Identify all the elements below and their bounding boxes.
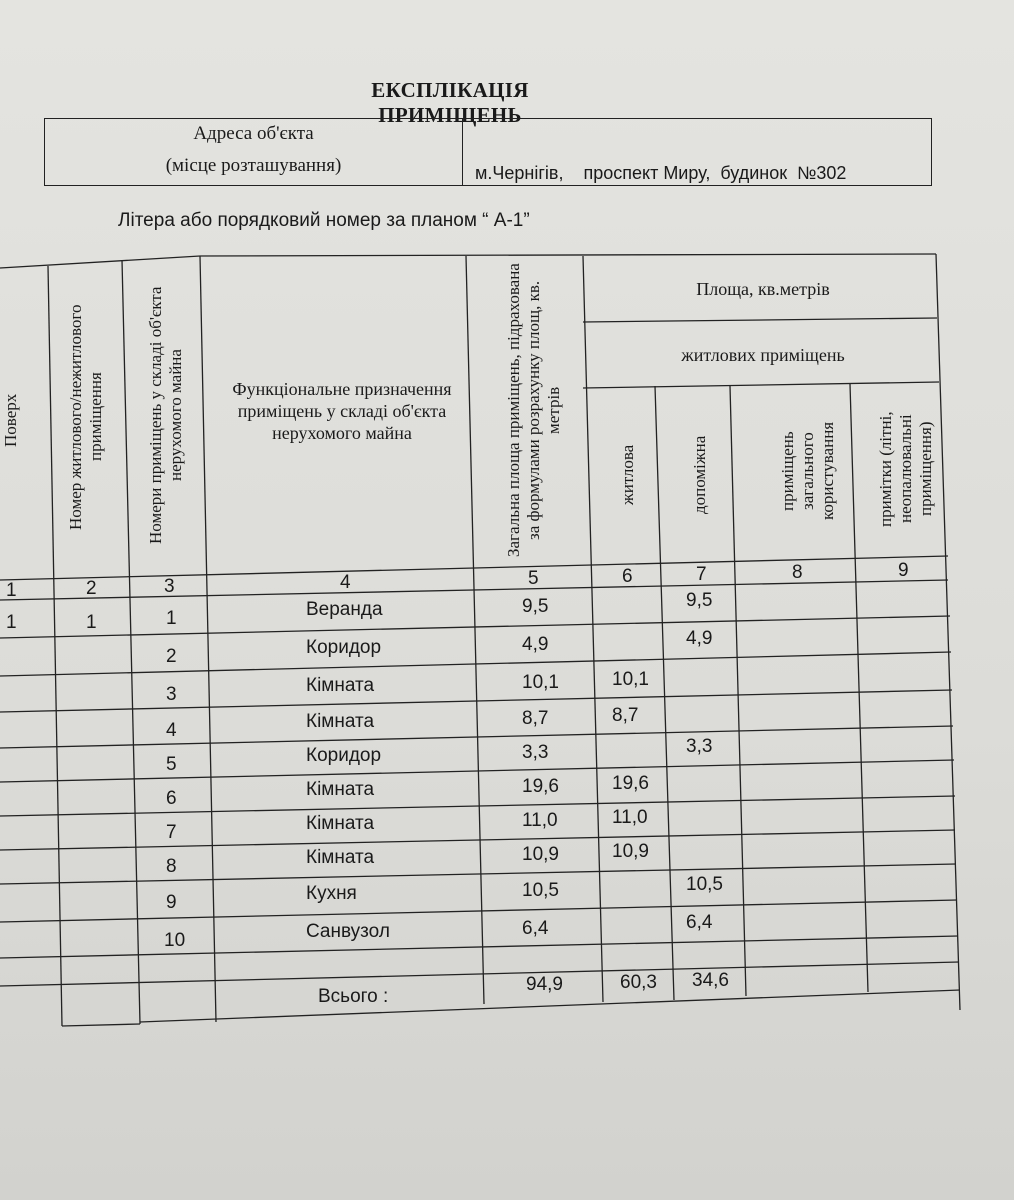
row-5-name: Коридор — [306, 745, 382, 766]
header-common-use: приміщень загального користування — [778, 421, 837, 521]
row-5-total: 3,3 — [522, 742, 549, 763]
row-7-living: 11,0 — [612, 807, 648, 828]
row-4-n: 4 — [166, 720, 177, 741]
col-number: 5 — [528, 568, 539, 589]
row-7-name: Кімната — [306, 813, 375, 834]
row-5-aux: 3,3 — [686, 736, 713, 757]
row-9-name: Кухня — [306, 883, 357, 904]
row-9-n: 9 — [166, 892, 177, 913]
row-10-total: 6,4 — [522, 918, 549, 939]
header-function: Функціональне призначення приміщень у складі об'єкта нерухомого майна — [232, 379, 452, 443]
row-8-name: Кімната — [306, 847, 375, 868]
row-6-total: 19,6 — [522, 776, 559, 797]
header-area-group: Площа, кв.метрів — [696, 279, 830, 299]
row-7-total: 11,0 — [522, 810, 558, 831]
row-6-n: 6 — [166, 788, 177, 809]
row-2-total: 4,9 — [522, 634, 549, 655]
address-value: м.Чернігів, проспект Миру, будинок №302 — [475, 163, 847, 183]
col-number: 8 — [792, 562, 803, 583]
unit-value: 1 — [86, 612, 97, 633]
row-3-n: 3 — [166, 684, 177, 705]
totals-living: 60,3 — [620, 972, 657, 993]
row-2-aux: 4,9 — [686, 628, 713, 649]
col-number: 6 — [622, 566, 633, 587]
document-title: ЕКСПЛІКАЦІЯ ПРИМІЩЕНЬ — [371, 78, 529, 127]
address-label-sub: (місце розташування) — [165, 155, 342, 176]
row-5-n: 5 — [166, 754, 177, 775]
row-3-living: 10,1 — [612, 669, 649, 690]
row-10-n: 10 — [164, 930, 186, 951]
row-10-aux: 6,4 — [686, 912, 713, 933]
col-number: 7 — [696, 564, 707, 585]
totals-label: Всього : — [318, 986, 389, 1007]
row-2-name: Коридор — [306, 637, 382, 658]
totals-total: 94,9 — [526, 974, 563, 995]
col-number: 1 — [6, 580, 17, 601]
row-4-living: 8,7 — [612, 705, 639, 726]
floor-value: 1 — [6, 612, 17, 633]
row-8-total: 10,9 — [522, 844, 559, 865]
row-3-name: Кімната — [306, 675, 375, 696]
row-9-total: 10,5 — [522, 880, 559, 901]
header-auxiliary: допоміжна — [690, 435, 709, 515]
header-room-numbers: Номери приміщень у складі об'єкта нерухомого майна — [146, 286, 185, 544]
row-1-n: 1 — [166, 608, 177, 629]
row-1-name: Веранда — [306, 599, 383, 620]
litera-line: Літера або порядковий номер за планом “ А-1” — [118, 210, 530, 231]
row-2-n: 2 — [166, 646, 177, 667]
header-floor: Поверх — [1, 393, 20, 447]
header-notes: примітки (літні, неопалювальні приміщення) — [876, 411, 935, 527]
address-label: Адреса об'єкта — [193, 123, 314, 144]
row-1-total: 9,5 — [522, 596, 549, 617]
header-living-group: житлових приміщень — [681, 345, 845, 365]
header-living: житлова — [618, 444, 637, 506]
row-9-aux: 10,5 — [686, 874, 723, 895]
header-unit-number: Номер житлового/нежитлового приміщення — [66, 304, 105, 530]
header-total-area: Загальна площа приміщень, підрахована за формулами розрахунку площ, кв. метрів — [504, 263, 563, 557]
row-4-total: 8,7 — [522, 708, 549, 729]
row-4-name: Кімната — [306, 711, 375, 732]
row-10-name: Санвузол — [306, 921, 390, 942]
col-number: 2 — [86, 578, 97, 599]
col-number: 9 — [898, 560, 909, 581]
row-6-living: 19,6 — [612, 773, 649, 794]
totals-aux: 34,6 — [692, 970, 729, 991]
col-number: 3 — [164, 576, 175, 597]
row-7-n: 7 — [166, 822, 177, 843]
row-3-total: 10,1 — [522, 672, 559, 693]
row-1-aux: 9,5 — [686, 590, 713, 611]
col-number: 4 — [340, 572, 351, 593]
row-6-name: Кімната — [306, 779, 375, 800]
row-8-living: 10,9 — [612, 841, 649, 862]
row-8-n: 8 — [166, 856, 177, 877]
